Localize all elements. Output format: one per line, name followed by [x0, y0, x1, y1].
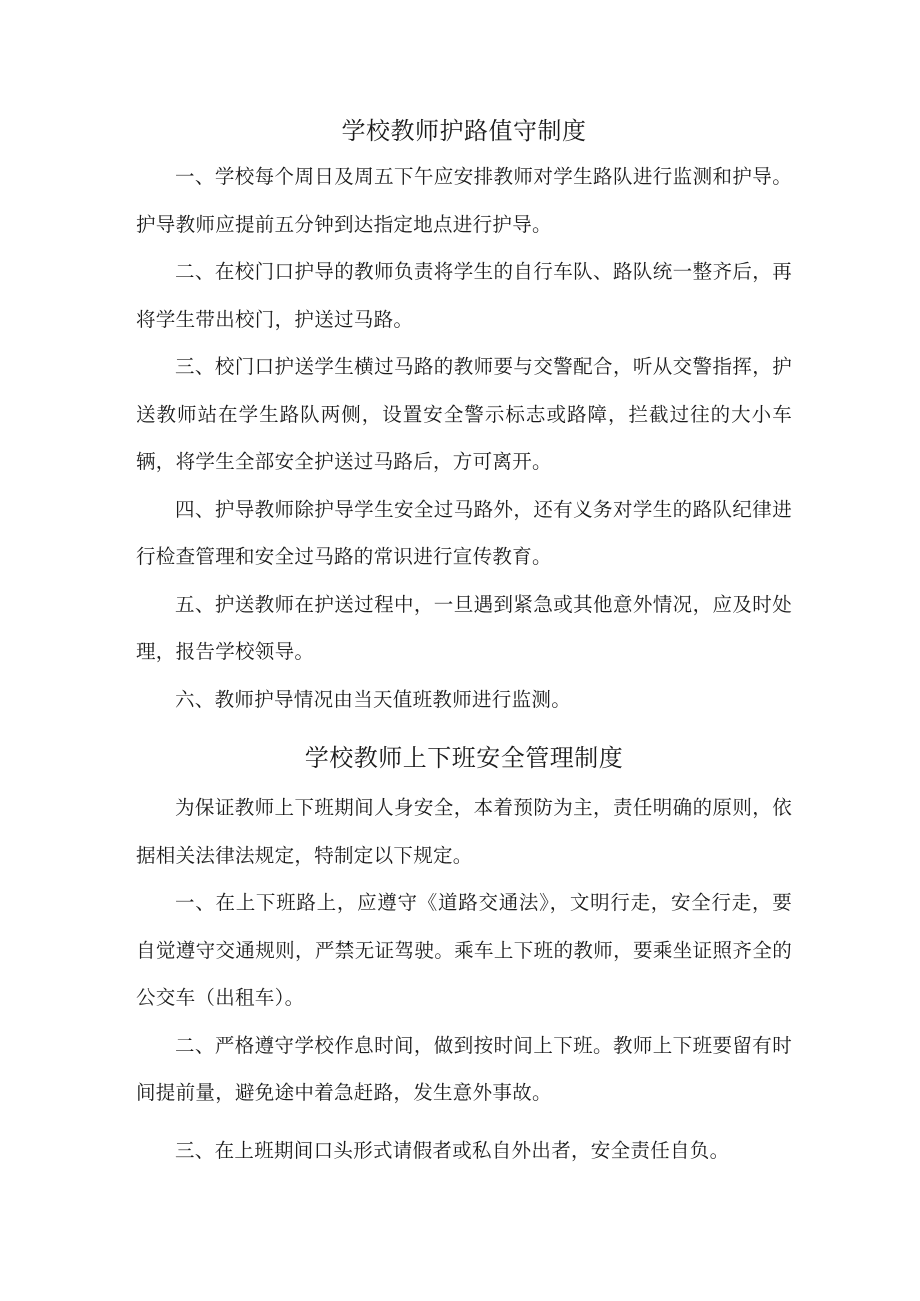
- paragraph: 三、在上班期间口头形式请假者或私自外出者，安全责任自负。: [175, 1138, 730, 1162]
- paragraph: 三、校门口护送学生横过马路的教师要与交警配合，听从交警指挥，护送教师站在学生路队两侧，设置安全警示标志或路障，拦截过往的大小车辆，将学生全部安全护送过马路后，方可离开。: [136, 355, 792, 473]
- paragraph: 五、护送教师在护送过程中，一旦遇到紧急或其他意外情况，应及时处理，报告学校领导。: [136, 592, 792, 663]
- paragraph: 六、教师护导情况由当天值班教师进行监测。: [175, 687, 572, 711]
- paragraph: 二、严格遵守学校作息时间，做到按时间上下班。教师上下班要留有时间提前量，避免途中着急赶路，发生意外事故。: [136, 1033, 792, 1104]
- paragraph: 二、在校门口护导的教师负责将学生的自行车队、路队统一整齐后，再将学生带出校门，护送过马路。: [136, 260, 792, 331]
- spacer: [136, 1117, 792, 1127]
- section-title: 学校教师护路值守制度: [341, 117, 587, 145]
- section-teacher-road-guard: [136, 115, 792, 723]
- section-title: 学校教师上下班安全管理制度: [304, 744, 624, 772]
- paragraph: 为保证教师上下班期间人身安全，本着预防为主，责任明确的原则，依据相关法律法规定，特制定以下规定。: [136, 796, 792, 867]
- paragraph: 一、在上下班路上，应遵守《道路交通法》，文明行走，安全行走，要自觉遵守交通规则，严禁无证驾驶。乘车上下班的教师，要乘坐证照齐全的公交车（出租车）。: [136, 891, 792, 1009]
- section-teacher-commute-safety: [136, 742, 792, 1174]
- paragraph: 四、护导教师除护导学生安全过马路外，还有义务对学生的路队纪律进行检查管理和安全过马路的常识进行宣传教育。: [136, 497, 792, 568]
- paragraph: 一、学校每个周日及周五下午应安排教师对学生路队进行监测和护导。护导教师应提前五分钟到达指定地点进行护导。: [136, 165, 792, 236]
